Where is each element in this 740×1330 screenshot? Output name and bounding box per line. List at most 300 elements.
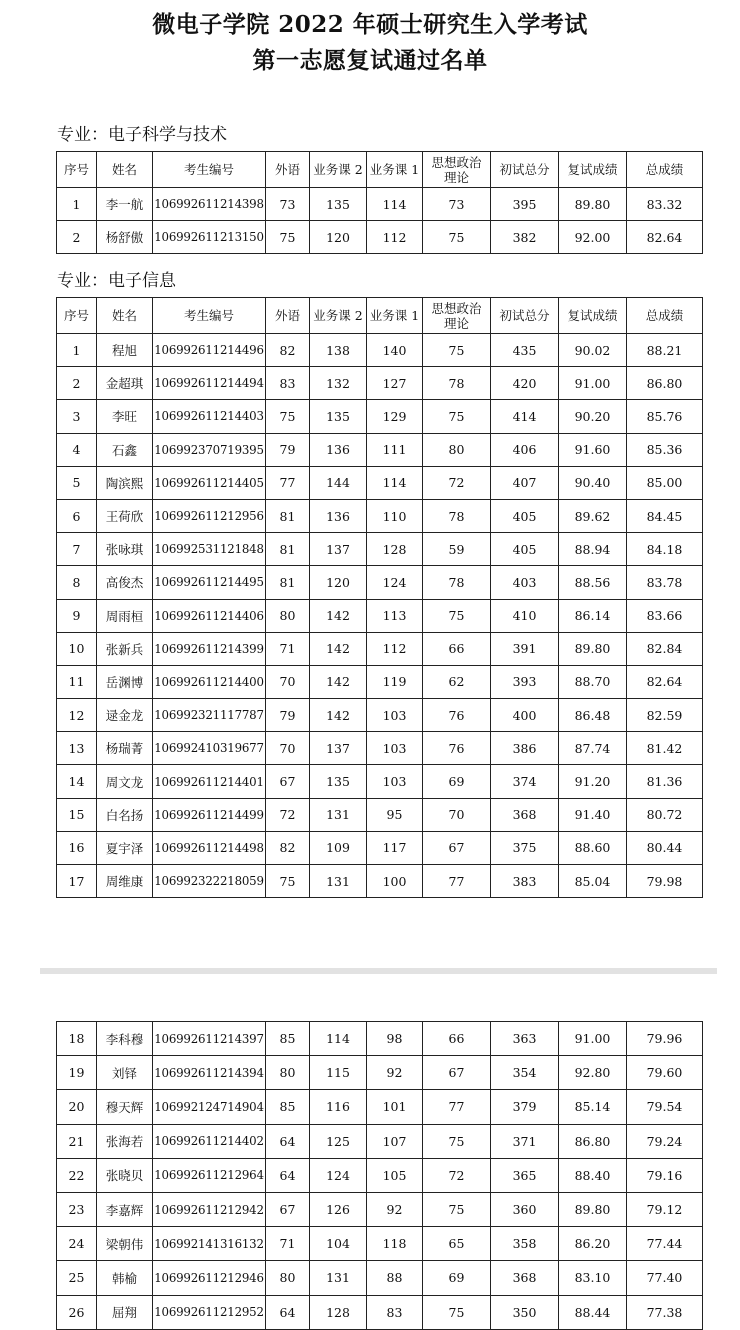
cell-foreign-lang: 64	[266, 1158, 310, 1192]
cell-final-score: 82.84	[627, 632, 703, 665]
cell-exam-id: 106992611214398	[153, 188, 266, 221]
cell-seq: 1	[57, 334, 97, 367]
cell-name: 石鑫	[97, 433, 153, 466]
column-header-major-course-1: 业务课 1	[367, 152, 423, 188]
cell-politics: 75	[423, 1192, 491, 1226]
cell-major-course-1: 129	[367, 400, 423, 433]
cell-prelim-total: 354	[491, 1056, 559, 1090]
column-header-retest-score: 复试成绩	[559, 152, 627, 188]
table-row	[57, 433, 703, 466]
cell-prelim-total: 375	[491, 831, 559, 864]
cell-major-course-2: 135	[310, 400, 367, 433]
table-row	[57, 334, 703, 367]
cell-exam-id: 106992611213150	[153, 221, 266, 254]
cell-seq: 5	[57, 466, 97, 499]
table-header-row	[57, 152, 703, 188]
cell-major-course-1: 114	[367, 466, 423, 499]
cell-name: 屈翔	[97, 1295, 153, 1329]
cell-major-course-1: 114	[367, 188, 423, 221]
cell-prelim-total: 400	[491, 699, 559, 732]
cell-major-course-1: 113	[367, 599, 423, 632]
cell-prelim-total: 391	[491, 632, 559, 665]
cell-seq: 15	[57, 798, 97, 831]
cell-politics: 69	[423, 765, 491, 798]
cell-politics: 75	[423, 1295, 491, 1329]
cell-prelim-total: 382	[491, 221, 559, 254]
cell-final-score: 79.98	[627, 865, 703, 898]
column-header-major-course-1: 业务课 1	[367, 298, 423, 334]
page-break-divider	[40, 968, 717, 974]
cell-major-course-2: 144	[310, 466, 367, 499]
column-header-foreign-lang: 外语	[266, 298, 310, 334]
table-row	[57, 1192, 703, 1226]
cell-name: 逯金龙	[97, 699, 153, 732]
cell-major-course-2: 128	[310, 1295, 367, 1329]
cell-retest-score: 88.94	[559, 533, 627, 566]
cell-final-score: 79.24	[627, 1124, 703, 1158]
cell-politics: 75	[423, 1124, 491, 1158]
cell-seq: 18	[57, 1022, 97, 1056]
cell-exam-id: 106992611214406	[153, 599, 266, 632]
cell-major-course-1: 110	[367, 499, 423, 532]
cell-prelim-total: 360	[491, 1192, 559, 1226]
cell-politics: 72	[423, 466, 491, 499]
cell-exam-id: 106992611212964	[153, 1158, 266, 1192]
cell-name: 高俊杰	[97, 566, 153, 599]
cell-name: 李嘉辉	[97, 1192, 153, 1226]
cell-major-course-2: 120	[310, 566, 367, 599]
cell-retest-score: 85.14	[559, 1090, 627, 1124]
cell-exam-id: 106992611214495	[153, 566, 266, 599]
table-header-row	[57, 298, 703, 334]
cell-seq: 22	[57, 1158, 97, 1192]
column-header-seq: 序号	[57, 298, 97, 334]
table-row	[57, 765, 703, 798]
major-label: 专业：电子科学与技术	[57, 125, 227, 145]
table-row	[57, 1022, 703, 1056]
table-row	[57, 221, 703, 254]
cell-major-course-1: 117	[367, 831, 423, 864]
cell-foreign-lang: 83	[266, 367, 310, 400]
cell-exam-id: 106992611214496	[153, 334, 266, 367]
cell-exam-id: 106992141316132	[153, 1227, 266, 1261]
cell-politics: 67	[423, 831, 491, 864]
cell-major-course-2: 136	[310, 499, 367, 532]
column-header-retest-score: 复试成绩	[559, 298, 627, 334]
cell-final-score: 85.36	[627, 433, 703, 466]
cell-politics: 75	[423, 334, 491, 367]
cell-name: 李旺	[97, 400, 153, 433]
cell-retest-score: 88.40	[559, 1158, 627, 1192]
cell-major-course-1: 112	[367, 632, 423, 665]
table-row	[57, 1261, 703, 1295]
cell-major-course-1: 119	[367, 665, 423, 698]
cell-foreign-lang: 71	[266, 632, 310, 665]
cell-major-course-2: 116	[310, 1090, 367, 1124]
cell-major-course-2: 142	[310, 632, 367, 665]
cell-politics: 80	[423, 433, 491, 466]
cell-seq: 14	[57, 765, 97, 798]
cell-major-course-2: 135	[310, 765, 367, 798]
table-row	[57, 400, 703, 433]
cell-seq: 2	[57, 367, 97, 400]
score-table-continued	[56, 1021, 703, 1330]
cell-name: 夏宇泽	[97, 831, 153, 864]
cell-politics: 65	[423, 1227, 491, 1261]
cell-prelim-total: 403	[491, 566, 559, 599]
table-row	[57, 566, 703, 599]
cell-prelim-total: 350	[491, 1295, 559, 1329]
cell-exam-id: 106992410319677	[153, 732, 266, 765]
cell-exam-id: 106992370719395	[153, 433, 266, 466]
cell-final-score: 83.78	[627, 566, 703, 599]
cell-foreign-lang: 70	[266, 732, 310, 765]
column-header-name: 姓名	[97, 152, 153, 188]
cell-exam-id: 106992611214405	[153, 466, 266, 499]
cell-foreign-lang: 75	[266, 400, 310, 433]
column-header-final-score: 总成绩	[627, 298, 703, 334]
table-row	[57, 1227, 703, 1261]
cell-politics: 67	[423, 1056, 491, 1090]
table-row	[57, 499, 703, 532]
cell-retest-score: 91.60	[559, 433, 627, 466]
cell-prelim-total: 407	[491, 466, 559, 499]
cell-retest-score: 88.44	[559, 1295, 627, 1329]
cell-name: 周雨桓	[97, 599, 153, 632]
cell-prelim-total: 405	[491, 499, 559, 532]
table-row	[57, 1090, 703, 1124]
cell-major-course-2: 109	[310, 831, 367, 864]
cell-prelim-total: 414	[491, 400, 559, 433]
cell-major-course-1: 101	[367, 1090, 423, 1124]
cell-seq: 4	[57, 433, 97, 466]
cell-seq: 19	[57, 1056, 97, 1090]
score-table-major-2	[56, 297, 703, 898]
cell-name: 穆天辉	[97, 1090, 153, 1124]
column-header-major-course-2: 业务课 2	[310, 152, 367, 188]
table-row	[57, 732, 703, 765]
cell-retest-score: 89.80	[559, 188, 627, 221]
cell-retest-score: 91.00	[559, 367, 627, 400]
cell-name: 李科穆	[97, 1022, 153, 1056]
cell-seq: 3	[57, 400, 97, 433]
cell-foreign-lang: 73	[266, 188, 310, 221]
score-table-major-1	[56, 151, 703, 254]
cell-major-course-1: 140	[367, 334, 423, 367]
cell-prelim-total: 393	[491, 665, 559, 698]
cell-seq: 24	[57, 1227, 97, 1261]
column-header-exam-id: 考生编号	[153, 152, 266, 188]
cell-final-score: 77.38	[627, 1295, 703, 1329]
cell-final-score: 81.42	[627, 732, 703, 765]
cell-politics: 78	[423, 499, 491, 532]
column-header-prelim-total: 初试总分	[491, 298, 559, 334]
cell-name: 杨瑞菁	[97, 732, 153, 765]
cell-exam-id: 106992611214397	[153, 1022, 266, 1056]
cell-seq: 17	[57, 865, 97, 898]
cell-major-course-1: 112	[367, 221, 423, 254]
cell-exam-id: 106992611212952	[153, 1295, 266, 1329]
cell-foreign-lang: 72	[266, 798, 310, 831]
cell-major-course-2: 124	[310, 1158, 367, 1192]
cell-foreign-lang: 81	[266, 566, 310, 599]
cell-politics: 75	[423, 400, 491, 433]
cell-prelim-total: 368	[491, 798, 559, 831]
cell-retest-score: 86.80	[559, 1124, 627, 1158]
cell-final-score: 84.45	[627, 499, 703, 532]
cell-final-score: 86.80	[627, 367, 703, 400]
cell-politics: 78	[423, 566, 491, 599]
cell-name: 周维康	[97, 865, 153, 898]
column-header-seq: 序号	[57, 152, 97, 188]
cell-politics: 70	[423, 798, 491, 831]
cell-major-course-1: 103	[367, 765, 423, 798]
cell-name: 周文龙	[97, 765, 153, 798]
table-row	[57, 1056, 703, 1090]
cell-foreign-lang: 82	[266, 334, 310, 367]
cell-final-score: 79.12	[627, 1192, 703, 1226]
cell-major-course-2: 104	[310, 1227, 367, 1261]
cell-prelim-total: 435	[491, 334, 559, 367]
cell-final-score: 82.64	[627, 665, 703, 698]
cell-name: 刘铎	[97, 1056, 153, 1090]
cell-major-course-2: 135	[310, 188, 367, 221]
cell-seq: 26	[57, 1295, 97, 1329]
cell-seq: 21	[57, 1124, 97, 1158]
cell-major-course-1: 83	[367, 1295, 423, 1329]
cell-final-score: 82.59	[627, 699, 703, 732]
cell-politics: 69	[423, 1261, 491, 1295]
document-title: 微电子学院 2022 年硕士研究生入学考试	[152, 11, 588, 38]
cell-name: 王荷欣	[97, 499, 153, 532]
cell-foreign-lang: 81	[266, 499, 310, 532]
cell-exam-id: 106992611212956	[153, 499, 266, 532]
cell-seq: 23	[57, 1192, 97, 1226]
cell-name: 程旭	[97, 334, 153, 367]
cell-major-course-1: 103	[367, 699, 423, 732]
cell-final-score: 85.76	[627, 400, 703, 433]
cell-final-score: 79.96	[627, 1022, 703, 1056]
cell-major-course-1: 98	[367, 1022, 423, 1056]
table-row	[57, 1124, 703, 1158]
cell-foreign-lang: 82	[266, 831, 310, 864]
cell-final-score: 79.54	[627, 1090, 703, 1124]
cell-exam-id: 106992611214494	[153, 367, 266, 400]
cell-major-course-2: 120	[310, 221, 367, 254]
cell-final-score: 83.66	[627, 599, 703, 632]
table-row	[57, 699, 703, 732]
table-row	[57, 188, 703, 221]
cell-politics: 73	[423, 188, 491, 221]
cell-foreign-lang: 64	[266, 1124, 310, 1158]
cell-exam-id: 106992611214394	[153, 1056, 266, 1090]
cell-final-score: 88.21	[627, 334, 703, 367]
cell-exam-id: 106992611214402	[153, 1124, 266, 1158]
cell-major-course-2: 114	[310, 1022, 367, 1056]
cell-major-course-1: 124	[367, 566, 423, 599]
cell-politics: 72	[423, 1158, 491, 1192]
cell-politics: 75	[423, 599, 491, 632]
cell-prelim-total: 386	[491, 732, 559, 765]
cell-name: 金超琪	[97, 367, 153, 400]
cell-politics: 66	[423, 1022, 491, 1056]
cell-major-course-2: 132	[310, 367, 367, 400]
cell-politics: 66	[423, 632, 491, 665]
table-row	[57, 533, 703, 566]
cell-foreign-lang: 75	[266, 865, 310, 898]
cell-seq: 1	[57, 188, 97, 221]
cell-seq: 20	[57, 1090, 97, 1124]
cell-politics: 62	[423, 665, 491, 698]
cell-final-score: 84.18	[627, 533, 703, 566]
column-header-exam-id: 考生编号	[153, 298, 266, 334]
cell-final-score: 85.00	[627, 466, 703, 499]
cell-retest-score: 92.00	[559, 221, 627, 254]
cell-major-course-1: 92	[367, 1056, 423, 1090]
cell-final-score: 81.36	[627, 765, 703, 798]
cell-retest-score: 88.70	[559, 665, 627, 698]
cell-major-course-1: 105	[367, 1158, 423, 1192]
document-subtitle: 第一志愿复试通过名单	[252, 47, 488, 74]
cell-major-course-1: 88	[367, 1261, 423, 1295]
cell-retest-score: 86.14	[559, 599, 627, 632]
cell-politics: 78	[423, 367, 491, 400]
cell-major-course-2: 136	[310, 433, 367, 466]
column-header-politics: 思想政治理论	[423, 152, 491, 188]
cell-final-score: 79.16	[627, 1158, 703, 1192]
cell-foreign-lang: 79	[266, 699, 310, 732]
cell-retest-score: 89.62	[559, 499, 627, 532]
table-row	[57, 665, 703, 698]
cell-foreign-lang: 85	[266, 1022, 310, 1056]
cell-prelim-total: 363	[491, 1022, 559, 1056]
cell-retest-score: 88.56	[559, 566, 627, 599]
cell-major-course-1: 100	[367, 865, 423, 898]
cell-retest-score: 83.10	[559, 1261, 627, 1295]
table-row	[57, 367, 703, 400]
cell-retest-score: 91.20	[559, 765, 627, 798]
cell-prelim-total: 374	[491, 765, 559, 798]
cell-exam-id: 106992611214498	[153, 831, 266, 864]
cell-retest-score: 85.04	[559, 865, 627, 898]
cell-major-course-1: 103	[367, 732, 423, 765]
cell-exam-id: 106992531121848	[153, 533, 266, 566]
cell-major-course-2: 131	[310, 865, 367, 898]
cell-seq: 12	[57, 699, 97, 732]
cell-name: 杨舒傲	[97, 221, 153, 254]
cell-prelim-total: 405	[491, 533, 559, 566]
cell-foreign-lang: 67	[266, 765, 310, 798]
cell-major-course-2: 125	[310, 1124, 367, 1158]
cell-foreign-lang: 79	[266, 433, 310, 466]
column-header-name: 姓名	[97, 298, 153, 334]
cell-major-course-2: 131	[310, 1261, 367, 1295]
table-row	[57, 632, 703, 665]
cell-retest-score: 89.80	[559, 1192, 627, 1226]
cell-exam-id: 106992611212946	[153, 1261, 266, 1295]
column-header-prelim-total: 初试总分	[491, 152, 559, 188]
cell-final-score: 80.72	[627, 798, 703, 831]
cell-foreign-lang: 67	[266, 1192, 310, 1226]
cell-final-score: 79.60	[627, 1056, 703, 1090]
cell-major-course-1: 92	[367, 1192, 423, 1226]
cell-name: 李一航	[97, 188, 153, 221]
table-row	[57, 798, 703, 831]
cell-final-score: 82.64	[627, 221, 703, 254]
cell-name: 张海若	[97, 1124, 153, 1158]
table-row	[57, 865, 703, 898]
cell-seq: 2	[57, 221, 97, 254]
cell-foreign-lang: 70	[266, 665, 310, 698]
table-row	[57, 831, 703, 864]
cell-major-course-1: 95	[367, 798, 423, 831]
cell-name: 白名扬	[97, 798, 153, 831]
cell-politics: 77	[423, 1090, 491, 1124]
cell-major-course-1: 111	[367, 433, 423, 466]
cell-retest-score: 86.20	[559, 1227, 627, 1261]
cell-exam-id: 106992611212942	[153, 1192, 266, 1226]
cell-name: 张新兵	[97, 632, 153, 665]
table-row	[57, 1158, 703, 1192]
cell-major-course-1: 127	[367, 367, 423, 400]
cell-retest-score: 91.00	[559, 1022, 627, 1056]
cell-major-course-1: 128	[367, 533, 423, 566]
cell-major-course-1: 118	[367, 1227, 423, 1261]
table-row	[57, 466, 703, 499]
cell-seq: 25	[57, 1261, 97, 1295]
cell-retest-score: 92.80	[559, 1056, 627, 1090]
cell-retest-score: 90.40	[559, 466, 627, 499]
cell-seq: 8	[57, 566, 97, 599]
cell-foreign-lang: 80	[266, 1261, 310, 1295]
cell-prelim-total: 368	[491, 1261, 559, 1295]
cell-prelim-total: 383	[491, 865, 559, 898]
major-label: 专业：电子信息	[57, 271, 176, 291]
cell-prelim-total: 395	[491, 188, 559, 221]
cell-major-course-2: 115	[310, 1056, 367, 1090]
cell-foreign-lang: 81	[266, 533, 310, 566]
cell-exam-id: 106992611214403	[153, 400, 266, 433]
column-header-final-score: 总成绩	[627, 152, 703, 188]
cell-major-course-2: 137	[310, 732, 367, 765]
cell-name: 陶滨熙	[97, 466, 153, 499]
cell-prelim-total: 420	[491, 367, 559, 400]
cell-final-score: 83.32	[627, 188, 703, 221]
cell-final-score: 77.40	[627, 1261, 703, 1295]
column-header-major-course-2: 业务课 2	[310, 298, 367, 334]
cell-seq: 7	[57, 533, 97, 566]
cell-foreign-lang: 85	[266, 1090, 310, 1124]
cell-final-score: 80.44	[627, 831, 703, 864]
cell-major-course-2: 138	[310, 334, 367, 367]
cell-exam-id: 106992611214400	[153, 665, 266, 698]
cell-foreign-lang: 77	[266, 466, 310, 499]
cell-exam-id: 106992321117787	[153, 699, 266, 732]
cell-politics: 77	[423, 865, 491, 898]
cell-politics: 59	[423, 533, 491, 566]
cell-retest-score: 86.48	[559, 699, 627, 732]
cell-seq: 16	[57, 831, 97, 864]
cell-major-course-1: 107	[367, 1124, 423, 1158]
cell-prelim-total: 371	[491, 1124, 559, 1158]
cell-name: 张晓贝	[97, 1158, 153, 1192]
cell-name: 韩榆	[97, 1261, 153, 1295]
cell-major-course-2: 142	[310, 699, 367, 732]
cell-exam-id: 106992322218059	[153, 865, 266, 898]
cell-retest-score: 90.20	[559, 400, 627, 433]
cell-name: 岳渊博	[97, 665, 153, 698]
cell-politics: 76	[423, 732, 491, 765]
